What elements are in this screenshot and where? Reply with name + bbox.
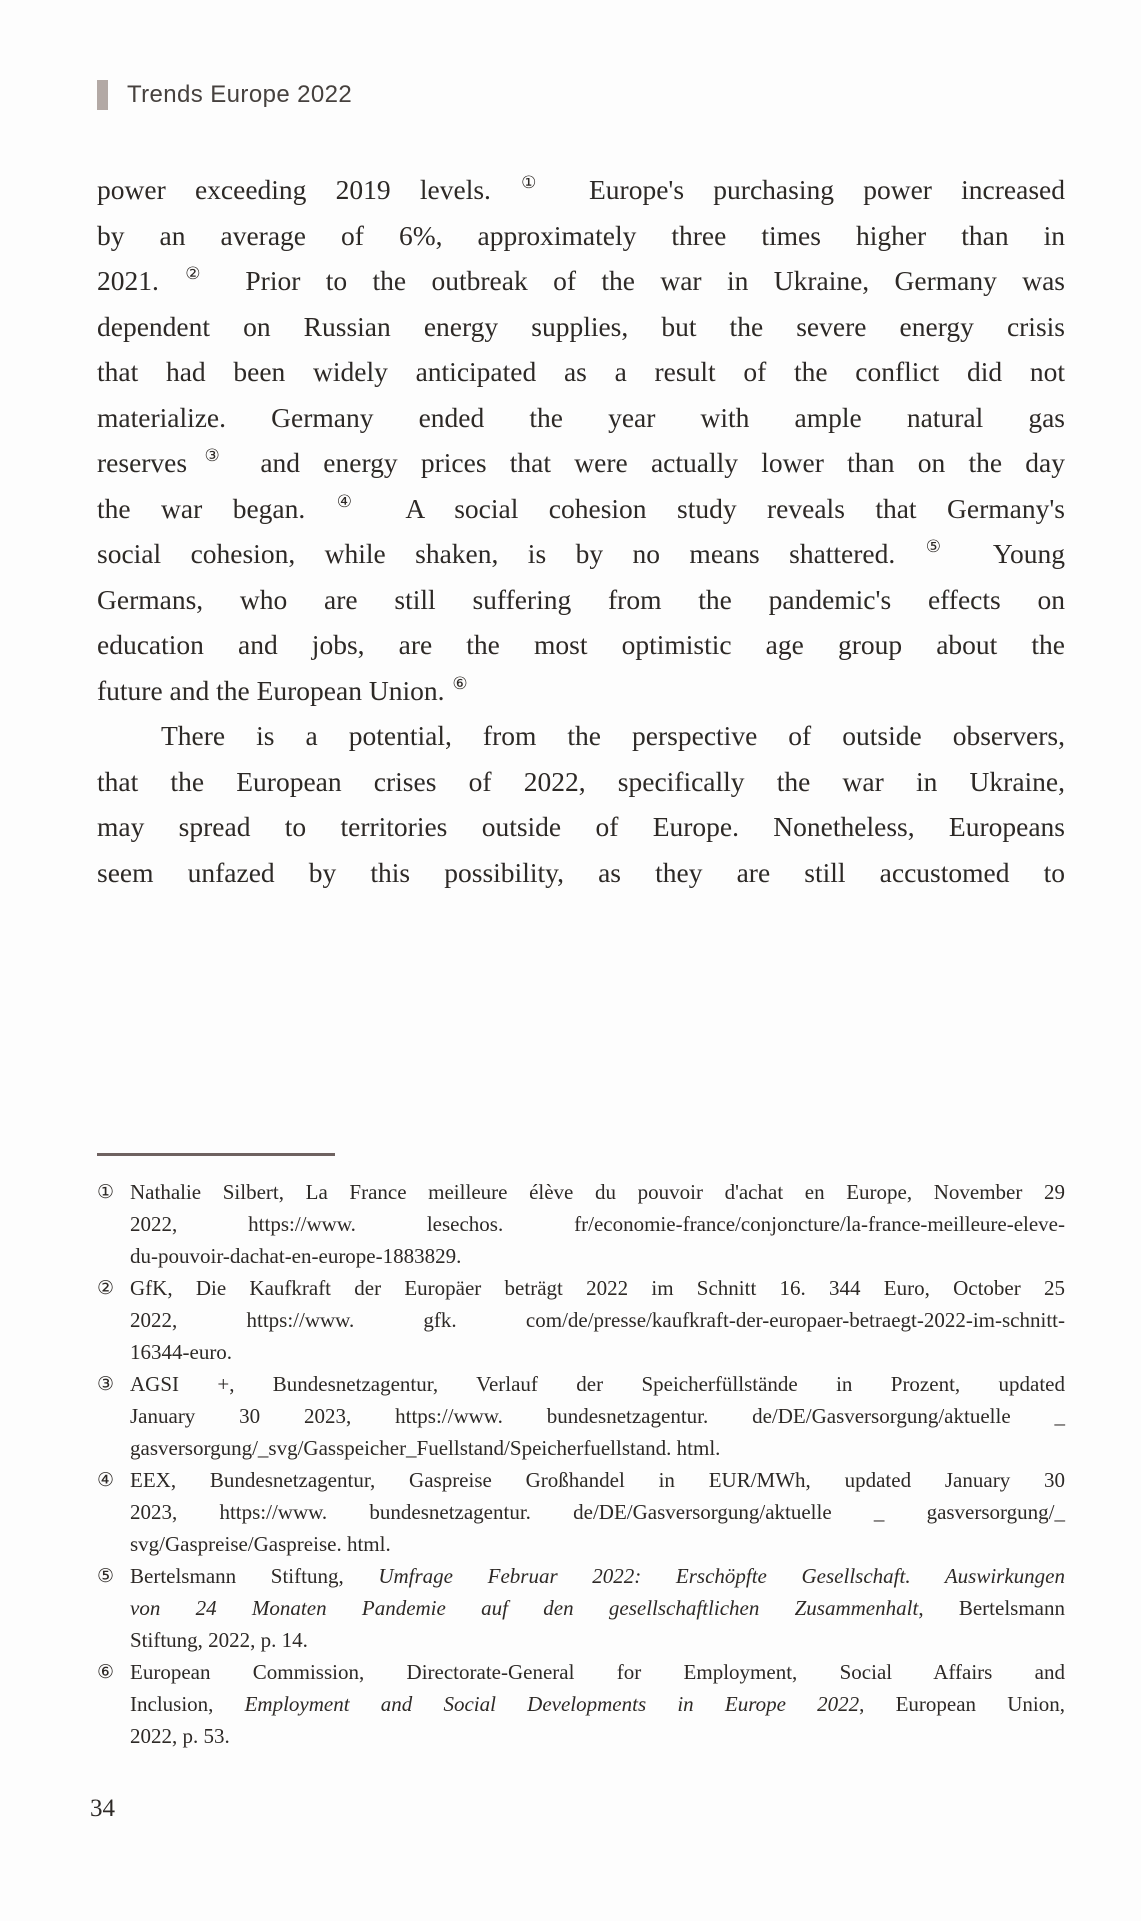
- footnote-ref: ⑥: [452, 673, 468, 694]
- footnote-marker: ⑤: [97, 1565, 115, 1587]
- footnote-line: du-pouvoir-dachat-en-europe-1883829.: [130, 1244, 462, 1268]
- footnote: [97, 1368, 1065, 1464]
- body-line: seem unfazed by this possibility, as they are still accustomed to: [97, 856, 1065, 888]
- footnote-marker: ③: [97, 1373, 115, 1395]
- footnote-line: Nathalie Silbert, La France meilleure élève du pouvoir d'achat en Europe, November 29: [130, 1180, 1065, 1204]
- footnote-ref: ①: [521, 173, 559, 193]
- footnote: [97, 1272, 1065, 1368]
- body-line: dependent on Russian energy supplies, but the severe energy crisis: [97, 310, 1065, 342]
- footnote-text: [130, 1176, 1065, 1272]
- footnote-ref: ⑤: [925, 537, 964, 557]
- body-line: that had been widely anticipated as a result of the conflict did not: [97, 356, 1065, 387]
- footnote-line: Stiftung, 2022, p. 14.: [130, 1628, 308, 1652]
- footnote-marker: ④: [97, 1469, 115, 1491]
- footnote-line: January 30 2023, https://www. bundesnetzagentur. de/DE/Gasversorgung/aktuelle _: [130, 1404, 1065, 1428]
- footnote-line: GfK, Die Kaufkraft der Europäer beträgt 2022 im Schnitt 16. 344 Euro, October 25: [130, 1276, 1065, 1300]
- footnote-marker: ①: [97, 1181, 115, 1203]
- paragraph: [97, 713, 1065, 895]
- header-accent-bar-icon: [97, 80, 108, 110]
- footnote-ref: ②: [185, 264, 220, 284]
- footnote-text: [130, 1464, 1065, 1560]
- footnote-ref: ④: [336, 491, 376, 512]
- body-line: power exceeding 2019 levels. ① Europe's purchasing power increased: [97, 173, 1065, 205]
- footnote-text: [130, 1272, 1065, 1368]
- body-line: social cohesion, while shaken, is by no means shattered. ⑤ Young: [97, 537, 1065, 569]
- footnote-line: Bertelsmann Stiftung, Umfrage Februar 2022: Erschöpfte Gesellschaft. Auswirkungen: [130, 1564, 1065, 1588]
- footnote-marker: ⑥: [97, 1661, 115, 1683]
- body-text: [97, 167, 1065, 895]
- body-line: that the European crises of 2022, specifically the war in Ukraine,: [97, 765, 1065, 797]
- footnotes-section: [97, 1176, 1065, 1752]
- footnote-line: Inclusion, Employment and Social Developments in Europe 2022, European Union,: [130, 1692, 1065, 1716]
- footnote-text: [130, 1560, 1065, 1656]
- footnote-line: svg/Gaspreise/Gaspreise. html.: [130, 1532, 391, 1556]
- header-title: Trends Europe 2022: [127, 81, 353, 108]
- paragraph: [97, 167, 1065, 713]
- body-line: There is a potential, from the perspective of outside observers,: [161, 720, 1065, 751]
- footnote-line: AGSI +, Bundesnetzagentur, Verlauf der Speicherfüllstände in Prozent, updated: [130, 1372, 1065, 1396]
- body-line: 2021. ② Prior to the outbreak of the war in Ukraine, Germany was: [97, 264, 1065, 296]
- body-line: the war began. ④ A social cohesion study reveals that Germany's: [97, 491, 1065, 524]
- footnote-line: gasversorgung/_svg/Gasspeicher_Fuellstand/Speicherfuellstand. html.: [130, 1436, 721, 1460]
- body-line: Germans, who are still suffering from the pandemic's effects on: [97, 583, 1065, 615]
- footnote-line: EEX, Bundesnetzagentur, Gaspreise Großhandel in EUR/MWh, updated January 30: [130, 1468, 1065, 1492]
- running-header: [97, 80, 352, 110]
- body-line: education and jobs, are the most optimistic age group about the: [97, 629, 1065, 660]
- body-line: materialize. Germany ended the year with ample natural gas: [97, 401, 1065, 433]
- footnote-line: European Commission, Directorate-General for Employment, Social Affairs and: [130, 1660, 1065, 1684]
- footnote-line: 2022, p. 53.: [130, 1724, 230, 1748]
- footnote-divider: [97, 1153, 335, 1156]
- body-line: by an average of 6%, approximately three times higher than in: [97, 219, 1065, 251]
- footnote-marker: ②: [97, 1277, 115, 1299]
- body-line: reserves③ and energy prices that were actually lower than on the day: [97, 446, 1065, 478]
- page-number: 34: [90, 1795, 115, 1822]
- footnote-line: 2022, https://www. lesechos. fr/economie-france/conjoncture/la-france-meilleure-eleve-: [130, 1212, 1065, 1236]
- footnote: [97, 1464, 1065, 1560]
- footnote: [97, 1560, 1065, 1656]
- footnote-ref: ③: [188, 446, 237, 466]
- footnote-line: 2023, https://www. bundesnetzagentur. de/DE/Gasversorgung/aktuelle _ gasversorgung/_: [130, 1500, 1065, 1524]
- footnote: [97, 1176, 1065, 1272]
- footnote-line: 16344-euro.: [130, 1340, 233, 1364]
- body-line: future and the European Union. ⑥: [97, 673, 468, 706]
- footnote-text: [130, 1656, 1065, 1752]
- footnote-text: [130, 1368, 1065, 1464]
- body-line: may spread to territories outside of Europe. Nonetheless, Europeans: [97, 811, 1065, 842]
- footnote: [97, 1656, 1065, 1752]
- footnote-line: von 24 Monaten Pandemie auf den gesellschaftlichen Zusammenhalt, Bertelsmann: [130, 1596, 1065, 1620]
- footnote-line: 2022, https://www. gfk. com/de/presse/kaufkraft-der-europaer-betraegt-2022-im-schnitt-: [130, 1308, 1065, 1332]
